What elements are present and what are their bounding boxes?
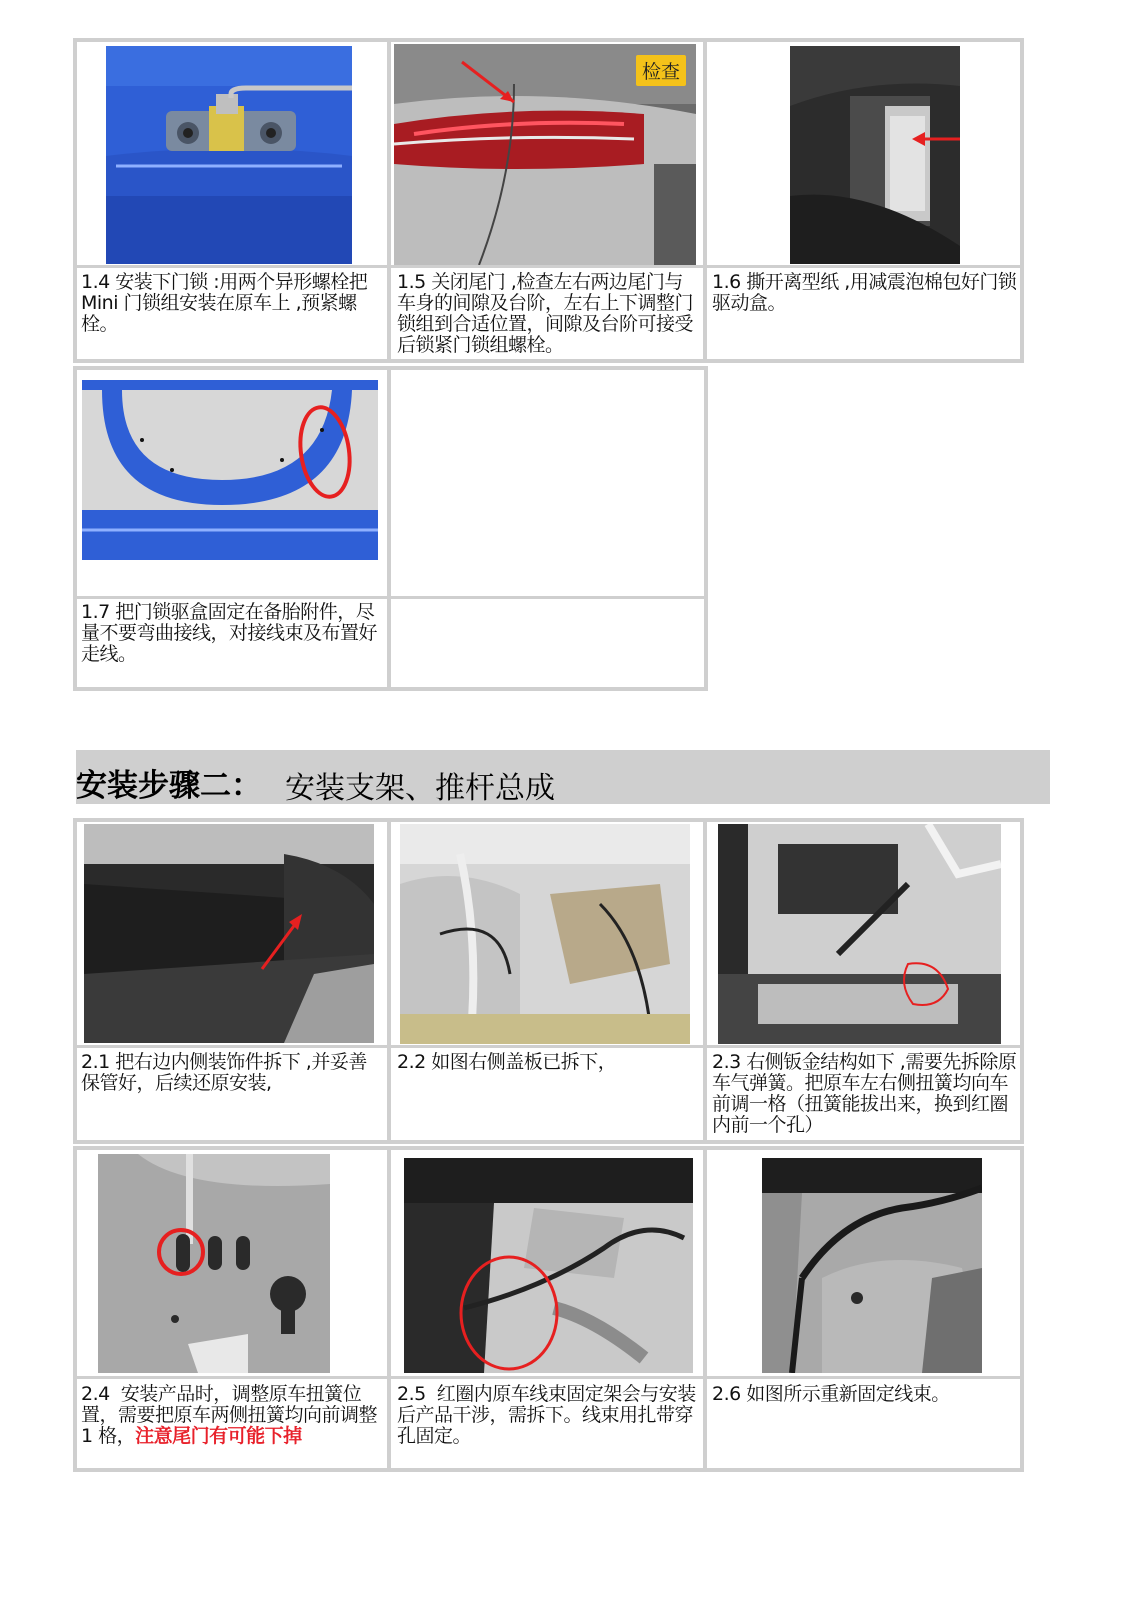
caption-2-6: 2.6 如图所示重新固定线束。: [712, 1383, 950, 1405]
check-badge: 检查: [636, 55, 686, 86]
photo-drive-box: [790, 46, 960, 264]
divider: [73, 596, 708, 599]
section-title-bold: 安装步骤二：: [76, 768, 262, 804]
divider: [703, 1146, 707, 1472]
divider: [387, 366, 391, 691]
section-title: 安装支架、推杆总成: [285, 771, 555, 806]
caption-2-5: 2.5 红圈内原车线束固定架会与安装后产品干涉，需拆下。线束用扎带穿孔固定。: [397, 1383, 696, 1447]
caption-2-4-warning: 注意尾门有可能下掉: [135, 1425, 302, 1447]
divider: [387, 818, 391, 1144]
divider: [703, 38, 707, 363]
divider: [73, 265, 1024, 268]
divider: [387, 38, 391, 363]
divider: [73, 1376, 1024, 1379]
divider: [387, 1146, 391, 1472]
photo-spare-tire-scan: [82, 380, 378, 560]
divider: [703, 818, 707, 1144]
caption-2-4: [81, 1384, 385, 1447]
caption-1-4: 1.4 安装下门锁 :用两个异形螺栓把 Mini 门锁组安装在原车上 ,预紧螺栓。: [81, 271, 373, 335]
caption-2-1: 2.1 把右边内侧装饰件拆下 ,并妥善保管好，后续还原安装,: [81, 1051, 367, 1094]
divider: [73, 1045, 1024, 1048]
photo-trunk-trim: [84, 824, 374, 1043]
photo-harness-refixed: [762, 1158, 982, 1373]
photo-harness-bracket: [404, 1158, 693, 1373]
caption-1-6: 1.6 撕开离型纸 ,用减震泡棉包好门锁驱动盒。: [712, 271, 1017, 314]
photo-sheet-metal: [718, 824, 1001, 1044]
caption-2-2: 2.2 如图右侧盖板已拆下，: [397, 1051, 617, 1073]
caption-2-3: 2.3 右侧钣金结构如下 ,需要先拆除原车气弹簧。把原车左右侧扭簧均向车前调一格（扭簧能拔出来，换到红圈内前一个孔）: [712, 1051, 1017, 1136]
caption-2-4-main: 2.4 安装产品时，调整原车扭簧位置，需要把原车两侧扭簧均向前调整 1 格，: [81, 1383, 383, 1447]
caption-1-5: 1.5 关闭尾门 ,检查左右两边尾门与车身的间隙及台阶，左右上下调整门锁组到合适位置，间隙及台阶可接受后锁紧门锁组螺栓。: [397, 271, 694, 356]
photo-cover-removed: [400, 824, 690, 1044]
photo-lock-scan: [106, 46, 352, 264]
photo-torsion-spring: [98, 1154, 330, 1373]
caption-1-7: 1.7 把门锁驱盒固定在备胎附件，尽量不要弯曲接线，对接线束及布置好走线。: [81, 601, 378, 665]
